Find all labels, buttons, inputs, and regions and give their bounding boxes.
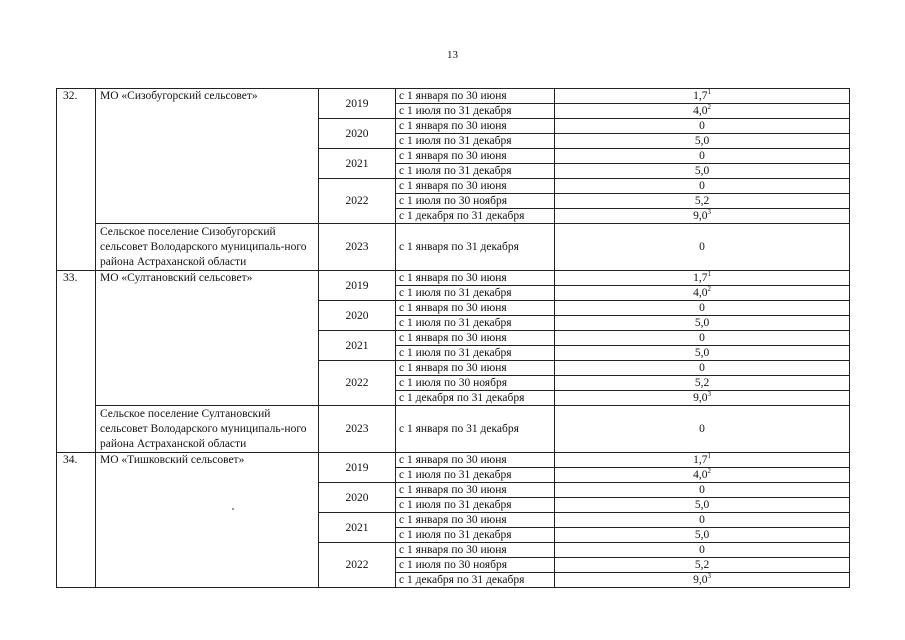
value-text: 5,0 — [694, 165, 710, 177]
value-text: 0 — [699, 514, 705, 526]
value-text: 9,0 — [693, 210, 708, 222]
footnote-mark: 3 — [707, 390, 711, 398]
settlement-name: Сельское поселение Сизобугорский сельсовет Володарского муниципаль-ного района Астраханской области — [96, 224, 319, 271]
footnote-mark: 2 — [707, 103, 711, 111]
value-text: 1,7 — [693, 454, 708, 466]
value-cell — [555, 209, 850, 224]
value-cell — [555, 513, 850, 528]
value-text: 5,0 — [694, 529, 710, 541]
value-text: 1,7 — [693, 90, 708, 102]
value-text: 1,7 — [693, 272, 708, 284]
period-cell: с 1 декабря по 31 декабря — [396, 209, 555, 224]
page-number: 13 — [447, 49, 458, 61]
row-number: 33. — [57, 271, 96, 453]
value-cell — [555, 391, 850, 406]
period-cell: с 1 января по 31 декабря — [396, 406, 555, 453]
period-cell: с 1 января по 30 июня — [396, 331, 555, 346]
value-cell — [555, 119, 850, 134]
value-text: 5,0 — [694, 347, 710, 359]
value-text: 5,2 — [694, 377, 710, 389]
period-cell: с 1 июля по 31 декабря — [396, 528, 555, 543]
table-row — [57, 89, 850, 104]
value-text: 5,2 — [694, 559, 710, 571]
value-text: 5,0 — [694, 499, 710, 511]
value-text: 4,0 — [693, 105, 708, 117]
year-cell: 2022 — [319, 361, 396, 406]
value-cell — [555, 331, 850, 346]
period-cell: с 1 июля по 30 ноября — [396, 558, 555, 573]
year-cell: 2020 — [319, 483, 396, 513]
year-cell: 2019 — [319, 453, 396, 483]
period-cell: с 1 января по 30 июня — [396, 149, 555, 164]
period-cell: с 1 июля по 31 декабря — [396, 286, 555, 301]
footnote-mark: 3 — [707, 572, 711, 580]
footnote-mark: 2 — [707, 285, 711, 293]
value-cell — [555, 453, 850, 468]
period-cell: с 1 января по 30 июня — [396, 119, 555, 134]
period-cell: с 1 января по 30 июня — [396, 271, 555, 286]
municipality-name: МО «Султановский сельсовет» — [96, 271, 319, 406]
period-cell: с 1 июля по 31 декабря — [396, 498, 555, 513]
settlement-name: Сельское поселение Султановский сельсовет Володарского муниципаль-ного района Астраханской области — [96, 406, 319, 453]
value-text: 0 — [699, 150, 705, 162]
footnote-mark: 1 — [707, 270, 711, 278]
period-cell: с 1 июля по 31 декабря — [396, 346, 555, 361]
year-cell: 2023 — [319, 406, 396, 453]
tariff-table — [56, 88, 850, 588]
settlement-row — [57, 406, 850, 453]
value-cell: 0 — [555, 406, 850, 453]
value-text: 9,0 — [693, 574, 708, 586]
year-cell: 2021 — [319, 331, 396, 361]
value-cell — [555, 164, 850, 179]
period-cell: с 1 июля по 31 декабря — [396, 164, 555, 179]
tariff-table-body — [57, 89, 850, 588]
value-cell — [555, 149, 850, 164]
value-cell — [555, 573, 850, 588]
footnote-mark: 1 — [707, 88, 711, 96]
value-cell — [555, 483, 850, 498]
value-text: 4,0 — [693, 287, 708, 299]
period-cell: с 1 декабря по 31 декабря — [396, 391, 555, 406]
value-cell — [555, 89, 850, 104]
year-cell: 2023 — [319, 224, 396, 271]
value-cell — [555, 134, 850, 149]
municipality-name: МО «Тишковский сельсовет» — [96, 453, 319, 588]
year-cell: 2022 — [319, 543, 396, 588]
value-cell — [555, 543, 850, 558]
footnote-mark: 2 — [707, 467, 711, 475]
period-cell: с 1 января по 30 июня — [396, 483, 555, 498]
period-cell: с 1 января по 31 декабря — [396, 224, 555, 271]
period-cell: с 1 января по 30 июня — [396, 301, 555, 316]
year-cell: 2021 — [319, 513, 396, 543]
value-text: 5,2 — [694, 195, 710, 207]
value-cell — [555, 286, 850, 301]
value-cell — [555, 301, 850, 316]
municipality-name: МО «Сизобугорский сельсовет» — [96, 89, 319, 224]
value-cell — [555, 558, 850, 573]
value-cell — [555, 376, 850, 391]
period-cell: с 1 июля по 31 декабря — [396, 316, 555, 331]
year-cell: 2020 — [319, 301, 396, 331]
period-cell: с 1 июля по 31 декабря — [396, 134, 555, 149]
value-cell — [555, 316, 850, 331]
value-cell — [555, 468, 850, 483]
year-cell: 2022 — [319, 179, 396, 224]
value-cell: 0 — [555, 224, 850, 271]
year-cell: 2020 — [319, 119, 396, 149]
value-text: 5,0 — [694, 135, 710, 147]
year-cell: 2019 — [319, 89, 396, 119]
value-text: 0 — [699, 544, 705, 556]
value-text: 0 — [699, 120, 705, 132]
period-cell: с 1 января по 30 июня — [396, 89, 555, 104]
value-cell — [555, 361, 850, 376]
row-number: 32. — [57, 89, 96, 271]
value-cell — [555, 179, 850, 194]
value-text: 9,0 — [693, 392, 708, 404]
period-cell: с 1 июля по 31 декабря — [396, 104, 555, 119]
period-cell: с 1 января по 30 июня — [396, 361, 555, 376]
value-text: 0 — [699, 302, 705, 314]
value-text: 0 — [699, 484, 705, 496]
value-text: 4,0 — [693, 469, 708, 481]
table-row — [57, 271, 850, 286]
value-cell — [555, 498, 850, 513]
value-cell — [555, 194, 850, 209]
value-text: 0 — [699, 362, 705, 374]
scan-speck — [232, 508, 234, 510]
footnote-mark: 1 — [707, 452, 711, 460]
table-row — [57, 453, 850, 468]
period-cell: с 1 июля по 30 ноября — [396, 376, 555, 391]
period-cell: с 1 июля по 30 ноября — [396, 194, 555, 209]
period-cell: с 1 декабря по 31 декабря — [396, 573, 555, 588]
value-cell — [555, 104, 850, 119]
row-number: 34. — [57, 453, 96, 588]
period-cell: с 1 июля по 31 декабря — [396, 468, 555, 483]
year-cell: 2019 — [319, 271, 396, 301]
value-text: 0 — [699, 180, 705, 192]
period-cell: с 1 января по 30 июня — [396, 179, 555, 194]
value-cell — [555, 528, 850, 543]
period-cell: с 1 января по 30 июня — [396, 543, 555, 558]
footnote-mark: 3 — [707, 208, 711, 216]
value-text: 5,0 — [694, 317, 710, 329]
year-cell: 2021 — [319, 149, 396, 179]
period-cell: с 1 января по 30 июня — [396, 453, 555, 468]
value-cell — [555, 346, 850, 361]
value-text: 0 — [699, 332, 705, 344]
settlement-row — [57, 224, 850, 271]
value-cell — [555, 271, 850, 286]
period-cell: с 1 января по 30 июня — [396, 513, 555, 528]
